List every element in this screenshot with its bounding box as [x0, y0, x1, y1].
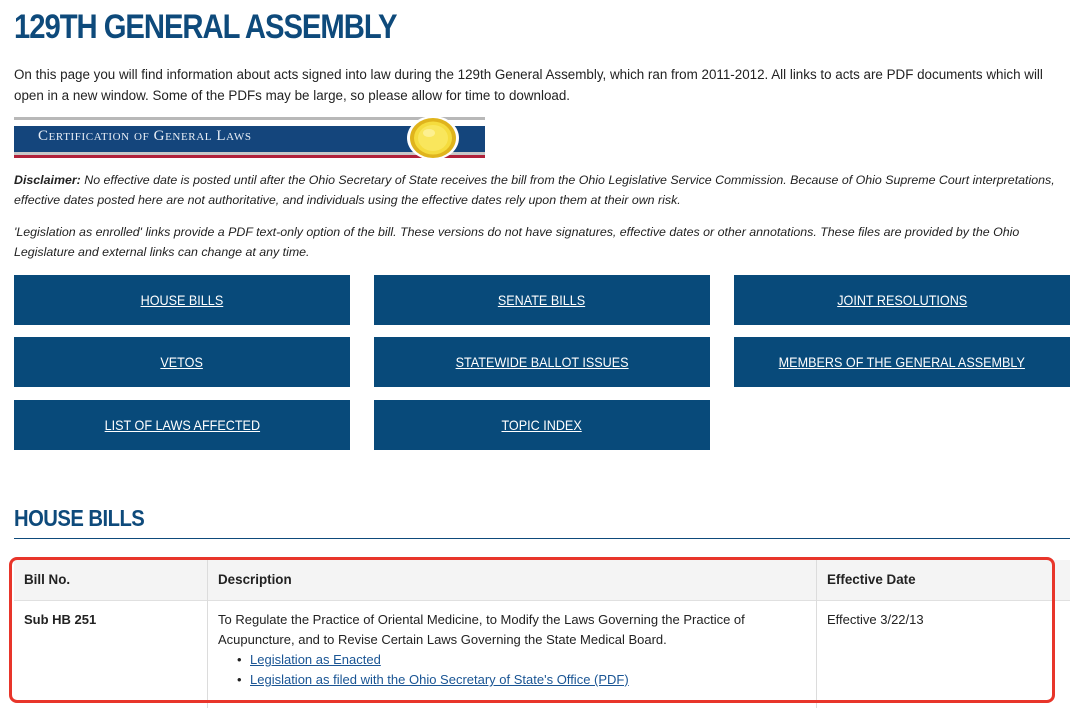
header-bill-no: Bill No. — [24, 572, 71, 587]
gold-seal-icon — [405, 115, 461, 161]
disclaimer-label: Disclaimer: — [14, 173, 81, 187]
bill-number: Sub HB 251 — [24, 612, 97, 627]
members-button[interactable] — [734, 337, 1070, 387]
house-bills-button[interactable] — [14, 275, 350, 325]
certification-banner — [14, 117, 485, 159]
ballot-issues-button[interactable] — [374, 337, 710, 387]
senate-bills-link[interactable]: SENATE BILLS — [498, 292, 586, 308]
disclaimer — [14, 170, 1074, 210]
page-title: 129TH GENERAL ASSEMBLY — [14, 8, 397, 46]
bill-description: To Regulate the Practice of Oriental Medicine, to Modify the Laws Governing the Practice of Acupuncture, and to Revise Certain Laws Governing the State Medical Board. — [218, 612, 745, 647]
section-divider — [14, 538, 1070, 539]
banner-text: Certification of General Laws — [38, 128, 252, 144]
vetos-button[interactable] — [14, 337, 350, 387]
legislation-filed-pdf-link[interactable]: Legislation as filed with the Ohio Secretary of State's Office (PDF) — [250, 672, 629, 687]
joint-resolutions-link[interactable]: JOINT RESOLUTIONS — [837, 292, 967, 308]
joint-resolutions-button[interactable] — [734, 275, 1070, 325]
legislation-enacted-link[interactable]: Legislation as Enacted — [250, 652, 381, 667]
header-effective-date: Effective Date — [827, 572, 916, 587]
house-bills-heading: HOUSE BILLS — [14, 505, 145, 531]
laws-affected-link[interactable]: LIST OF LAWS AFFECTED — [104, 417, 260, 433]
effective-date: Effective 3/22/13 — [827, 612, 924, 627]
house-bills-link[interactable]: HOUSE BILLS — [140, 292, 224, 308]
senate-bills-button[interactable] — [374, 275, 710, 325]
vetos-link[interactable]: VETOS — [160, 354, 204, 370]
laws-affected-button[interactable] — [14, 400, 350, 450]
members-link[interactable]: MEMBERS OF THE GENERAL ASSEMBLY — [778, 354, 1026, 370]
highlight-annotation-box — [9, 557, 1055, 703]
enrolled-note: 'Legislation as enrolled' links provide a PDF text-only option of the bill. These versions do not have signatures, effective dates or other annotations. These files are provided by the Ohio Legislature and external links can change at any time. — [14, 225, 1020, 259]
disclaimer-text: No effective date is posted until after the Ohio Secretary of State receives the bill from the Ohio Legislative Service Commission. Because of Ohio Supreme Court interpretations, effective dates posted here are not authoritative, and individuals using the effective dates rely upon them at their own risk. — [14, 173, 1055, 207]
ballot-issues-link[interactable]: STATEWIDE BALLOT ISSUES — [455, 354, 629, 370]
topic-index-button[interactable] — [374, 400, 710, 450]
intro-text: On this page you will find information about acts signed into law during the 129th General Assembly, which ran from 2011-2012. All links to acts are PDF documents which will open in a new window. Some of the PDFs may be large, so please allow for time to download. — [14, 67, 1043, 103]
topic-index-link[interactable]: TOPIC INDEX — [501, 417, 583, 433]
header-description: Description — [218, 572, 292, 587]
